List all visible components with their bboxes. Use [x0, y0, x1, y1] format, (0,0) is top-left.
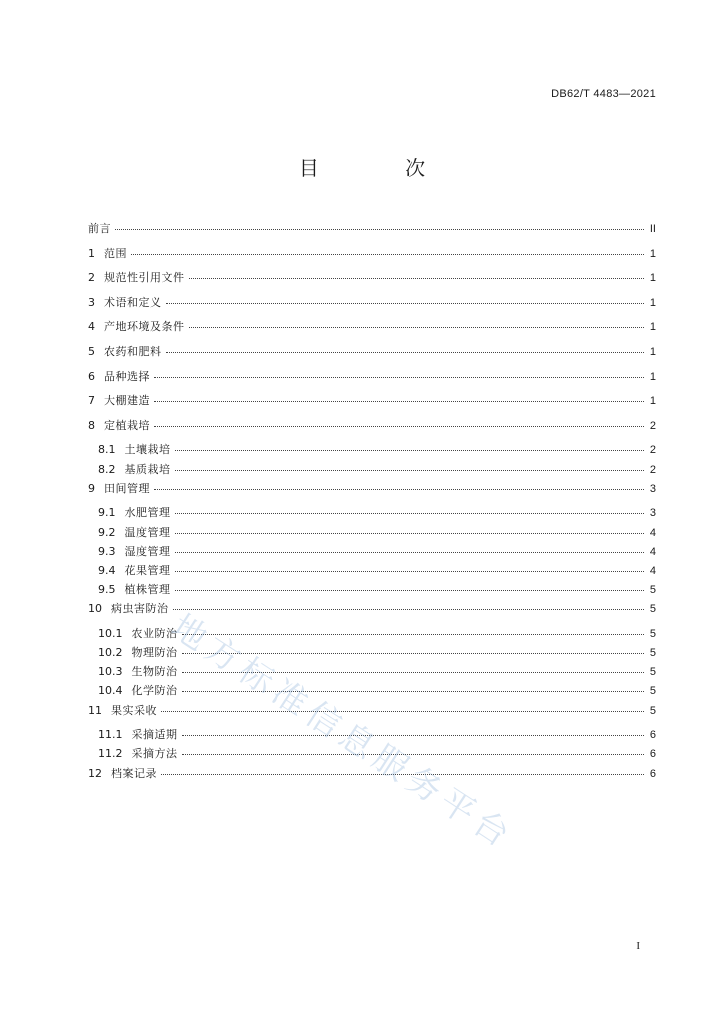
toc-entry-label: 范围 — [104, 246, 127, 260]
toc-entry-label: 田间管理 — [104, 481, 150, 495]
toc-entry-number: 11.1 — [98, 728, 123, 742]
dot-leader — [175, 551, 645, 553]
toc-entry[interactable] — [88, 461, 656, 480]
dot-leader — [175, 589, 645, 591]
toc-entry-label: 采摘方法 — [131, 747, 178, 761]
toc-entry-number: 9.3 — [98, 544, 116, 558]
dot-leader — [182, 753, 645, 755]
toc-entry[interactable] — [88, 504, 656, 523]
toc-entry-label: 采摘适期 — [131, 728, 178, 742]
toc-entry-number: 9.2 — [98, 525, 116, 539]
dot-leader — [131, 253, 644, 255]
toc-entry-page: 1 — [649, 247, 656, 260]
toc-entry-page: 1 — [649, 296, 656, 309]
toc-entry-page: 5 — [649, 685, 656, 698]
toc-entry-page: 5 — [649, 584, 656, 597]
page-number: I — [636, 940, 640, 952]
toc-entry-label: 术语和定义 — [104, 295, 162, 309]
toc-entry-number: 7 — [88, 394, 95, 408]
toc-entry-number: 9.4 — [98, 563, 116, 577]
toc-entry[interactable] — [88, 765, 656, 790]
table-of-contents — [88, 220, 656, 789]
toc-entry[interactable] — [88, 726, 656, 745]
toc-entry-label: 果实采收 — [111, 703, 157, 717]
toc-entry[interactable] — [88, 245, 656, 270]
toc-entry-label: 物理防治 — [131, 646, 178, 660]
toc-entry-page: 3 — [649, 482, 656, 495]
toc-entry-label: 生物防治 — [131, 665, 178, 679]
dot-leader — [175, 469, 645, 471]
dot-leader — [189, 326, 645, 328]
toc-entry[interactable] — [88, 562, 656, 581]
toc-entry-label: 化学防治 — [131, 684, 178, 698]
toc-entry-page: 5 — [649, 627, 656, 640]
toc-entry[interactable] — [88, 392, 656, 417]
toc-entry-page: 1 — [649, 370, 656, 383]
toc-entry[interactable] — [88, 644, 656, 663]
toc-entry-label: 湿度管理 — [124, 544, 171, 558]
toc-entry-page: 1 — [649, 395, 656, 408]
toc-entry-label: 产地环境及条件 — [104, 320, 185, 334]
toc-entry-number: 10 — [88, 602, 102, 616]
dot-leader — [175, 449, 645, 451]
toc-entry-label: 前言 — [88, 222, 111, 235]
toc-entry-number: 10.4 — [98, 684, 123, 698]
dot-leader — [161, 710, 644, 712]
toc-entry-page: 6 — [649, 748, 656, 761]
toc-entry-number: 3 — [88, 295, 95, 309]
page-title: 目 次 — [298, 156, 466, 180]
toc-entry-label: 定植栽培 — [104, 418, 150, 432]
toc-entry[interactable] — [88, 581, 656, 600]
toc-entry-page: 1 — [649, 321, 656, 334]
dot-leader — [115, 228, 644, 230]
dot-leader — [175, 532, 645, 534]
toc-entry-page: 4 — [649, 564, 656, 577]
toc-entry-page: 2 — [649, 444, 656, 457]
toc-entry-page: 4 — [649, 545, 656, 558]
toc-entry[interactable] — [88, 600, 656, 625]
toc-entry[interactable] — [88, 543, 656, 562]
toc-entry[interactable] — [88, 343, 656, 368]
toc-entry[interactable] — [88, 745, 656, 764]
dot-leader — [166, 302, 645, 304]
toc-entry[interactable] — [88, 682, 656, 701]
toc-entry-page: 5 — [649, 666, 656, 679]
dot-leader — [154, 488, 644, 490]
toc-entry[interactable] — [88, 368, 656, 393]
dot-leader — [173, 608, 645, 610]
toc-entry[interactable] — [88, 702, 656, 727]
toc-entry[interactable] — [88, 220, 656, 245]
toc-entry-page: 2 — [649, 419, 656, 432]
toc-entry-page: 5 — [649, 603, 656, 616]
toc-entry-number: 10.3 — [98, 665, 123, 679]
toc-entry-label: 大棚建造 — [104, 394, 150, 408]
dot-leader — [161, 773, 644, 775]
toc-entry-label: 温度管理 — [124, 525, 171, 539]
toc-entry-label: 档案记录 — [111, 766, 157, 780]
toc-entry-page: 2 — [649, 463, 656, 476]
dot-leader — [166, 351, 645, 353]
toc-entry-page: 5 — [649, 647, 656, 660]
toc-entry-page: 3 — [649, 507, 656, 520]
watermark: 地方标准信息服务平台 — [163, 606, 522, 859]
toc-entry-number: 12 — [88, 766, 102, 780]
toc-entry-label: 植株管理 — [124, 583, 171, 597]
toc-entry-page: 5 — [649, 704, 656, 717]
toc-entry-number: 10.2 — [98, 646, 123, 660]
toc-entry-label: 水肥管理 — [124, 506, 171, 520]
toc-entry-page: 1 — [649, 272, 656, 285]
toc-entry-number: 8.2 — [98, 462, 116, 476]
dot-leader — [154, 376, 644, 378]
toc-entry[interactable] — [88, 269, 656, 294]
toc-entry-number: 6 — [88, 369, 95, 383]
toc-entry-page: 6 — [649, 729, 656, 742]
toc-entry-label: 农药和肥料 — [104, 344, 162, 358]
dot-leader — [189, 277, 645, 279]
toc-entry-label: 基质栽培 — [124, 462, 171, 476]
dot-leader — [182, 633, 645, 635]
dot-leader — [175, 512, 645, 514]
toc-entry[interactable] — [88, 294, 656, 319]
toc-entry[interactable] — [88, 524, 656, 543]
toc-entry-number: 1 — [88, 246, 95, 260]
toc-entry-label: 病虫害防治 — [111, 602, 169, 616]
toc-entry-label: 土壤栽培 — [124, 443, 171, 457]
toc-entry[interactable] — [88, 441, 656, 460]
toc-entry-label: 规范性引用文件 — [104, 271, 185, 285]
toc-entry-number: 9.1 — [98, 506, 116, 520]
dot-leader — [175, 570, 645, 572]
toc-entry-page: 6 — [649, 767, 656, 780]
toc-entry-label: 品种选择 — [104, 369, 150, 383]
dot-leader — [154, 425, 644, 427]
document-code: DB62/T 4483—2021 — [551, 88, 656, 100]
toc-entry-number: 5 — [88, 344, 95, 358]
toc-entry-number: 10.1 — [98, 626, 123, 640]
toc-entry-number: 9 — [88, 481, 95, 495]
toc-entry-label: 花果管理 — [124, 563, 171, 577]
toc-entry-page: 1 — [649, 345, 656, 358]
toc-entry[interactable] — [88, 625, 656, 644]
toc-entry-number: 8 — [88, 418, 95, 432]
toc-entry-number: 11.2 — [98, 747, 123, 761]
toc-entry-page: II — [649, 223, 656, 235]
dot-leader — [182, 671, 645, 673]
toc-entry[interactable] — [88, 417, 656, 442]
dot-leader — [182, 690, 645, 692]
toc-entry-label: 农业防治 — [131, 626, 178, 640]
toc-entry-number: 11 — [88, 703, 102, 717]
toc-entry[interactable] — [88, 663, 656, 682]
dot-leader — [154, 400, 644, 402]
toc-entry[interactable] — [88, 318, 656, 343]
toc-entry-number: 8.1 — [98, 443, 116, 457]
dot-leader — [182, 734, 645, 736]
toc-entry-number: 4 — [88, 320, 95, 334]
toc-entry[interactable] — [88, 480, 656, 505]
dot-leader — [182, 652, 645, 654]
toc-entry-number: 2 — [88, 271, 95, 285]
toc-entry-page: 4 — [649, 526, 656, 539]
toc-entry-number: 9.5 — [98, 583, 116, 597]
